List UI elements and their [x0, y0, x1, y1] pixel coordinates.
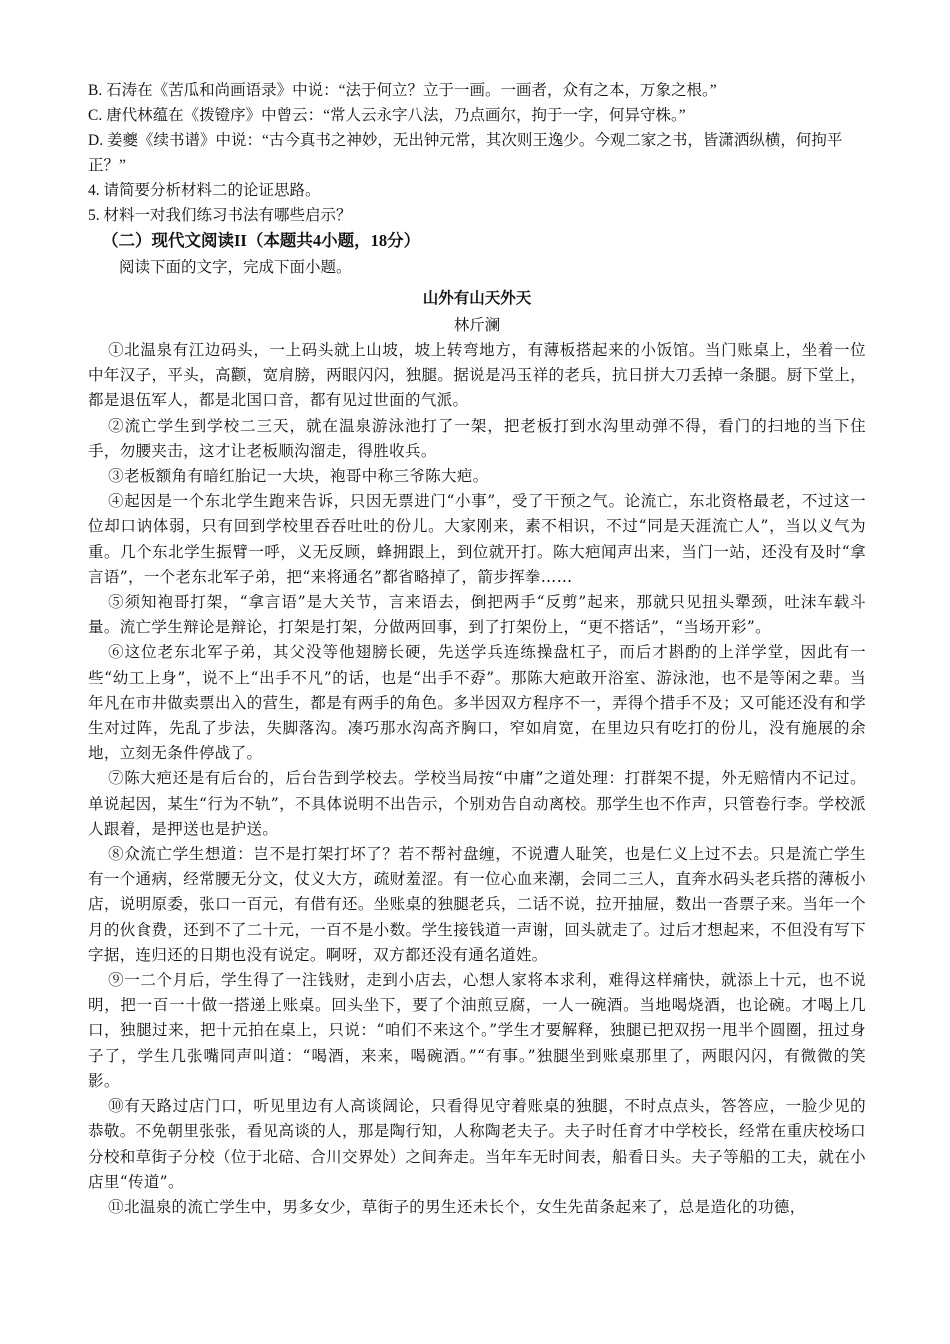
section-instruction: 阅读下面的文字，完成下面小题。	[119, 258, 352, 276]
paragraph-8: ⑧众流亡学生想道：岂不是打架打坏了？若不帮衬盘缠，不说遭人耻笑，也是仁义上过不去。只是流亡学生有一个通病，经常腰无分文，仗义大方，疏财羞涩。有一位心血来潮，会同二三人，直奔水码头老兵搭的薄板小店，说明原委，张口一百元，有借有还。坐账桌的独腿老兵，二话不说，拉开抽屉，数出一沓票子来。当年一个月的伙食费，还到不了二十元，一百不是小数。学生接钱道一声谢，回头就走了。过后才想起来，不但没有写下字据，连归还的日期也没有说定。啊呀，双方都还没有通名道姓。	[88, 845, 866, 964]
paragraph-1: ①北温泉有江边码头，一上码头就上山坡，坡上转弯地方，有薄板搭起来的小饭馆。当门账桌上，坐着一位中年汉子，平头，高颧，宽肩膀，两眼闪闪，独腿。据说是冯玉祥的老兵，抗日拼大刀丢掉一条腿。厨下堂上，都是退伍军人，都是北国口音，都有见过世面的气派。	[88, 341, 866, 410]
option-b: B. 石涛在《苦瓜和尚画语录》中说：“法于何立？立于一画。一画者，众有之本，万象之根。”	[88, 82, 717, 99]
paragraph-5: ⑤须知袍哥打架，“拿言语”是大关节，言来语去，倒把两手“反剪”起来，那就只见扭头犟颈，吐沫车载斗量。流亡学生辩论是辩论，打架是打架，分做两回事，到了打架份上，“更不搭话”，“当场开彩”。	[88, 593, 866, 637]
paragraph-3: ③老板额角有暗红胎记一大块，袍哥中称三爷陈大疤。	[108, 467, 489, 486]
paragraph-6: ⑥这位老东北军子弟，其父没等他翅膀长硬，先送学兵连练操盘杠子，而后才斟酌的上洋学堂，因此有一些“幼工上身”，说不上“出手不凡”的话，也是“出手不孬”。那陈大疤敢开浴室、游泳池，也不是等闲之辈。当年凡在市井做卖票出入的营生，都是有两手的角色。多半因双方程序不一，弄得个措手不及；又可能还没有和学生对过阵，先乱了步法，失脚落沟。凑巧那水沟高齐胸口，窄如肩宽，在里边只有吃打的份儿，没有施展的余地，立刻无条件停战了。	[88, 643, 866, 763]
paragraph-7: ⑦陈大疤还是有后台的，后台告到学校去。学校当局按“中庸”之道处理：打群架不提，外无赔情内不记过。单说起因，某生“行为不轨”，不具体说明不出告示，个别劝告自动离校。那学生也不作声，只管卷行李。学校派人跟着，是押送也是护送。	[88, 769, 866, 838]
paragraph-9: ⑨一二个月后，学生得了一注钱财，走到小店去，心想人家将本求利，难得这样痛快，就添上十元，也不说明，把一百一十做一搭递上账桌。回头坐下，要了个油煎豆腐，一人一碗酒。当地喝烧酒，也论碗。才喝上几口，独腿过来，把十元拍在桌上，只说：“咱们不来这个。”学生才要解释，独腿已把双拐一甩半个圆圈，扭过身子了，学生几张嘴同声叫道：“喝酒，来来，喝碗酒。”“有事。”独腿坐到账桌那里了，两眼闪闪，有微微的笑影。	[88, 971, 866, 1090]
paragraph-11: ⑪北温泉的流亡学生中，男多女少，草街子的男生还未长个，女生先苗条起来了，总是造化的功德，	[108, 1197, 806, 1216]
question-5: 5. 材料一对我们练习书法有哪些启示？	[88, 207, 352, 224]
article-author: 林斤澜	[453, 316, 501, 334]
paragraph-10: ⑩有天路过店门口，听见里边有人高谈阔论，只看得见守着账桌的独腿，不时点点头，答答应，一脸少见的恭敬。不免朝里张张，看见高谈的人，那是陶行知，人称陶老夫子。夫子时任育才中学校长，经常在重庆校场口分校和草街子分校（位于北碚、合川交界处）之间奔走。当年车无时间表，船看日头。夫子等船的工夫，就在小店里“传道”。	[88, 1097, 866, 1191]
paragraph-4: ④起因是一个东北学生跑来告诉，只因无票进门“小事”，受了干预之气。论流亡，东北资格最老，不过这一位却口讷体弱，只有回到学校里吞吞吐吐的份儿。大家刚来，素不相识，不过“同是天涯流亡人”，当以义气为重。几个东北学生振臂一呼，义无反顾，蜂拥跟上，到位就开打。陈大疤闻声出来，当门一站，还没有及时“拿言语”，一个老东北军子弟，把“来将通名”都省略掉了，箭步挥拳……	[88, 492, 866, 586]
document-page	[88, 78, 866, 1220]
paragraph-2: ②流亡学生到学校二三天，就在温泉游泳池打了一架，把老板打到水沟里动弹不得，看门的扫地的当下住手，勿腰夹击，这才让老板顺沟溜走，得胜收兵。	[88, 416, 866, 460]
option-c: C. 唐代林蕴在《拨镫序》中曾云：“常人云永字八法，乃点画尔，拘于一字，何异守株。”	[88, 107, 686, 124]
question-4: 4. 请简要分析材料二的论证思路。	[88, 182, 321, 199]
section-title: （二）现代文阅读II（本题共4小题，18分）	[102, 231, 421, 250]
option-d: D. 姜夔《续书谱》中说：“古今真书之神妙，无出钟元常，其次则王逸少。今观二家之书，皆潇洒纵横，何拘平正？”	[88, 132, 843, 174]
article-title: 山外有山天外天	[422, 288, 532, 307]
